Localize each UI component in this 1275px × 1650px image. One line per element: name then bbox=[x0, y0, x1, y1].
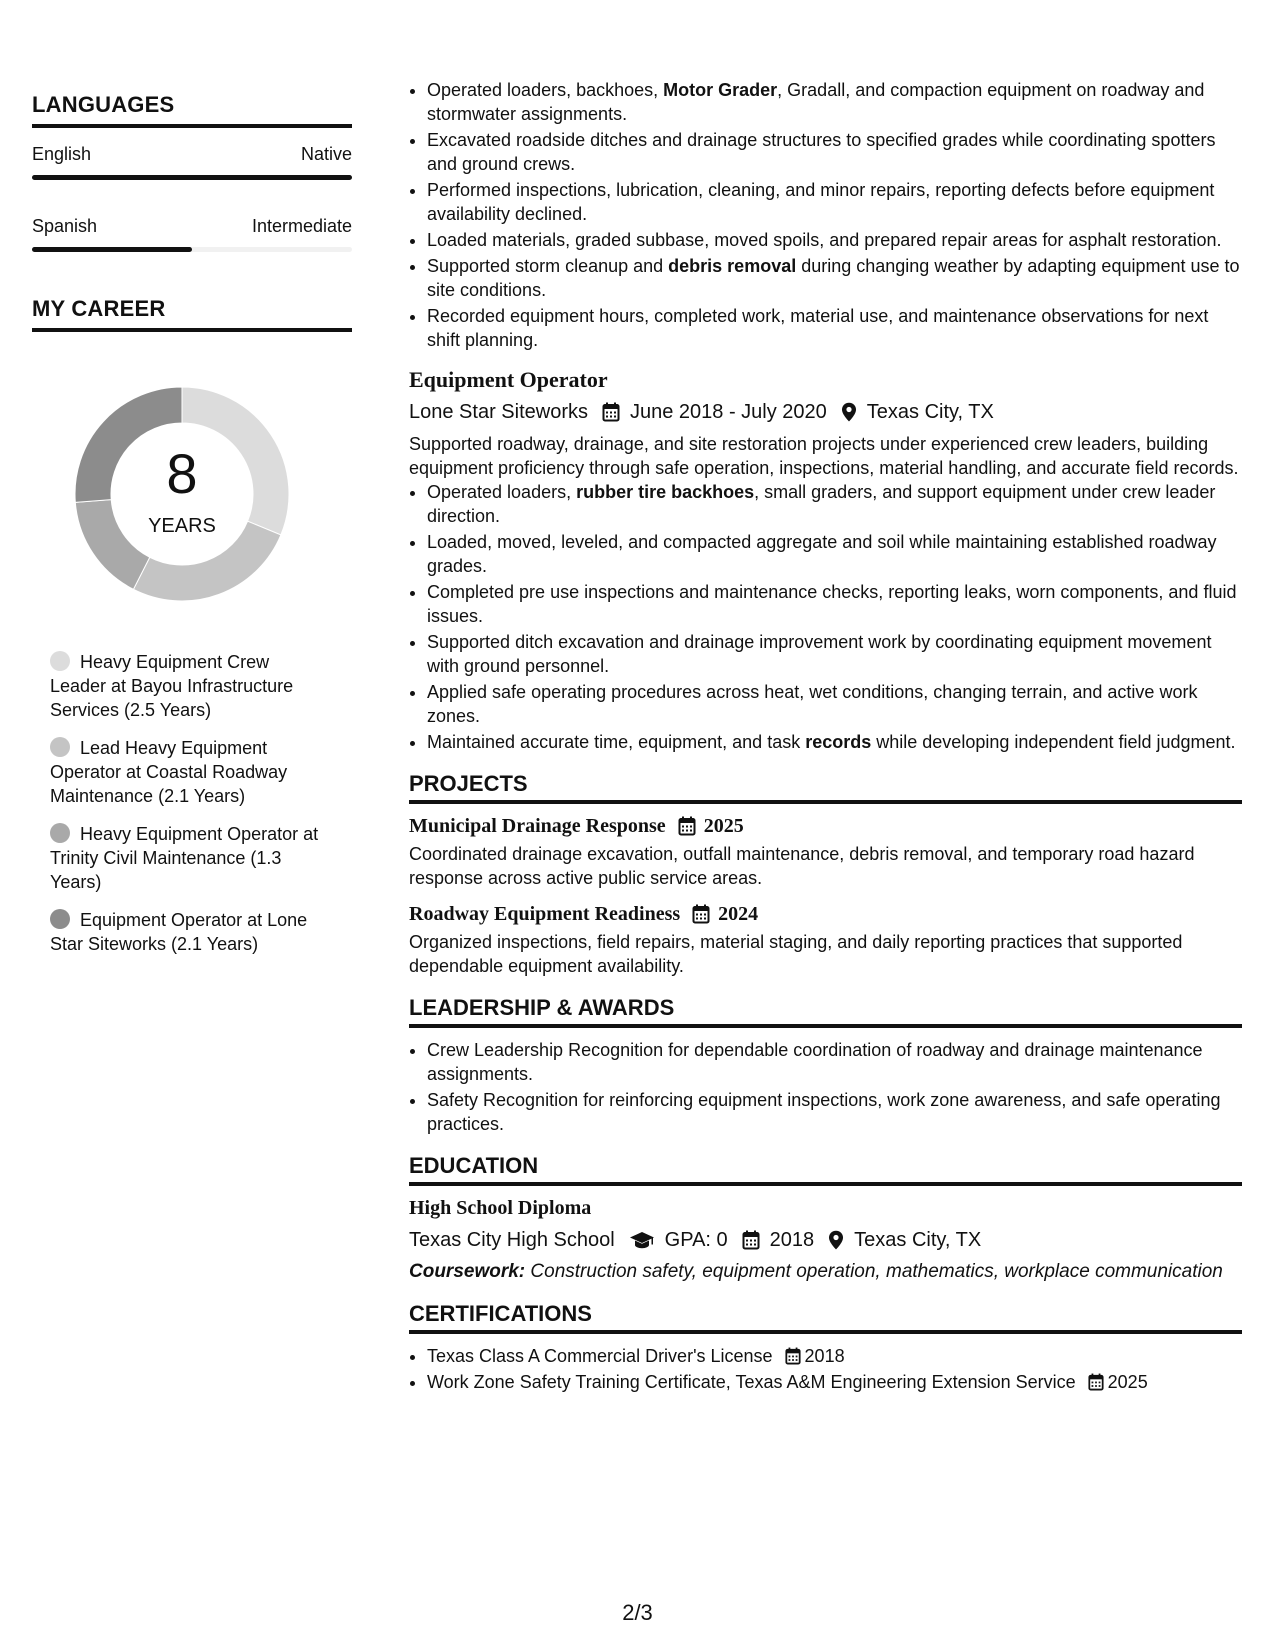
bullet-item bbox=[427, 228, 1242, 252]
education-gpa: GPA: 0 bbox=[664, 1229, 728, 1251]
bullet-text: Recorded equipment hours, completed work, material use, and maintenance observations for next shift planning. bbox=[427, 306, 1209, 350]
bullet-text: , Gradall, and compaction equipment on roadway and stormwater assignments. bbox=[427, 80, 1205, 124]
language-proficiency-fill bbox=[32, 247, 192, 252]
awards-list bbox=[409, 1038, 1242, 1136]
project-item bbox=[409, 814, 1242, 890]
job-meta bbox=[409, 400, 1242, 424]
education-location: Texas City, TX bbox=[854, 1229, 982, 1251]
legend-swatch bbox=[50, 909, 70, 929]
bullet-text: Completed pre use inspections and maintenance checks, reporting leaks, worn components, and fluid issues. bbox=[427, 582, 1237, 626]
certification-item bbox=[427, 1370, 1242, 1394]
calendar-icon bbox=[678, 816, 696, 836]
bullet-text: Loaded, moved, leveled, and compacted aggregate and soil while maintaining established roadway grades. bbox=[427, 532, 1217, 576]
bullet-keyword: Motor Grader bbox=[663, 80, 778, 100]
main-column bbox=[409, 78, 1242, 1396]
bullet-text: Excavated roadside ditches and drainage structures to specified grades while coordinating spotters and ground crews. bbox=[427, 130, 1216, 174]
legend-swatch bbox=[50, 737, 70, 757]
career-legend-item bbox=[50, 908, 330, 956]
legend-label: Heavy Equipment Crew Leader at Bayou Infrastructure Services (2.5 Years) bbox=[50, 652, 294, 720]
certification-item bbox=[427, 1344, 1242, 1368]
language-proficiency-bar bbox=[32, 175, 352, 180]
career-heading: MY CAREER bbox=[32, 296, 352, 332]
award-item: • Safety Recognition for reinforcing equipment inspections, work zone awareness, and safe operating practices. bbox=[427, 1088, 1242, 1136]
bullet-item bbox=[427, 254, 1242, 302]
certification-name: • Texas Class A Commercial Driver's License bbox=[427, 1346, 773, 1366]
calendar-icon bbox=[742, 1230, 760, 1250]
coursework-text: Construction safety, equipment operation, mathematics, workplace communication bbox=[525, 1261, 1223, 1282]
language-level: Native bbox=[300, 144, 352, 164]
job-dates: June 2018 - July 2020 bbox=[629, 401, 827, 423]
bullet-text: Loaded materials, graded subbase, moved spoils, and prepared repair areas for asphalt restoration. bbox=[427, 230, 1222, 250]
bullet-item bbox=[427, 530, 1242, 578]
language-proficiency-fill bbox=[32, 175, 352, 180]
legend-swatch bbox=[50, 823, 70, 843]
language-proficiency-bar bbox=[32, 247, 352, 252]
bullet-text: Operated loaders, backhoes, bbox=[427, 80, 664, 100]
certification-year: 2025 bbox=[1107, 1372, 1148, 1392]
bullet-text: Supported ditch excavation and drainage improvement work by coordinating equipment movement with ground personnel. bbox=[427, 632, 1212, 676]
sidebar bbox=[32, 92, 352, 970]
bullet-item bbox=[427, 730, 1242, 754]
bullet-text: Supported storm cleanup and bbox=[427, 256, 669, 276]
certification-year: 2018 bbox=[804, 1346, 845, 1366]
bullet-text: Applied safe operating procedures across heat, wet conditions, changing terrain, and active work zones. bbox=[427, 682, 1198, 726]
project-description: Organized inspections, field repairs, material staging, and daily reporting practices that supported dependable equipment availability. bbox=[409, 932, 1183, 976]
previous-job-bullets bbox=[409, 78, 1242, 352]
education-degree: High School Diploma bbox=[409, 1197, 592, 1219]
language-name: English bbox=[32, 144, 92, 164]
project-year: 2024 bbox=[718, 903, 759, 925]
language-level: Intermediate bbox=[251, 216, 352, 236]
certifications-list bbox=[409, 1344, 1242, 1394]
awards-heading: LEADERSHIP & AWARDS bbox=[409, 996, 1242, 1028]
certifications-heading: CERTIFICATIONS bbox=[409, 1302, 1242, 1334]
job-summary: Supported roadway, drainage, and site restoration projects under experienced crew leaders, building equipment proficiency through safe operation, inspections, material handling, and accurate field records. bbox=[409, 434, 1239, 478]
education-year: 2018 bbox=[769, 1229, 815, 1251]
map-pin-icon bbox=[841, 402, 857, 422]
job-bullets bbox=[409, 480, 1242, 754]
legend-label: Heavy Equipment Operator at Trinity Civil Maintenance (1.3 Years) bbox=[50, 824, 319, 892]
career-legend-item bbox=[50, 650, 330, 722]
bullet-keyword: rubber tire backhoes bbox=[576, 482, 755, 502]
bullet-item bbox=[427, 580, 1242, 628]
education-meta bbox=[409, 1228, 1242, 1252]
career-total-label: YEARS bbox=[148, 515, 216, 537]
education-school: Texas City High School bbox=[409, 1229, 615, 1251]
map-pin-icon bbox=[828, 1230, 844, 1250]
legend-swatch bbox=[50, 651, 70, 671]
projects-heading: PROJECTS bbox=[409, 772, 1242, 804]
donut-segment bbox=[75, 500, 149, 590]
calendar-icon bbox=[785, 1347, 801, 1365]
legend-label: Lead Heavy Equipment Operator at Coastal Roadway Maintenance (2.1 Years) bbox=[50, 738, 288, 806]
calendar-icon bbox=[602, 402, 620, 422]
career-legend bbox=[50, 650, 330, 956]
job-title: Equipment Operator bbox=[409, 367, 608, 392]
project-description: Coordinated drainage excavation, outfall maintenance, debris removal, and temporary road hazard response across active public service areas. bbox=[409, 844, 1195, 888]
education-coursework bbox=[409, 1260, 1242, 1284]
project-year: 2025 bbox=[703, 815, 744, 837]
career-donut-chart bbox=[62, 374, 302, 614]
languages-list bbox=[32, 144, 352, 252]
languages-heading: LANGUAGES bbox=[32, 92, 352, 128]
bullet-text: while developing independent field judgment. bbox=[871, 732, 1236, 752]
project-item bbox=[409, 902, 1242, 978]
bullet-text: during changing weather by adapting equipment use to site conditions. bbox=[427, 256, 1240, 300]
bullet-keyword: debris removal bbox=[668, 256, 797, 276]
coursework-label: Coursework: bbox=[409, 1261, 526, 1282]
calendar-icon bbox=[692, 904, 710, 924]
bullet-text: , small graders, and support equipment under crew leader direction. bbox=[427, 482, 1216, 526]
calendar-icon bbox=[1088, 1373, 1104, 1391]
bullet-item bbox=[427, 304, 1242, 352]
career-legend-item bbox=[50, 736, 330, 808]
graduation-cap-icon bbox=[629, 1231, 655, 1249]
job-location: Texas City, TX bbox=[866, 401, 994, 423]
bullet-item bbox=[427, 128, 1242, 176]
page-number: 2/3 bbox=[622, 1600, 653, 1625]
bullet-item bbox=[427, 480, 1242, 528]
bullet-item bbox=[427, 178, 1242, 226]
bullet-text: Performed inspections, lubrication, cleaning, and minor repairs, reporting defects before equipment availability declined. bbox=[427, 180, 1215, 224]
bullet-item bbox=[427, 680, 1242, 728]
award-item: • Crew Leadership Recognition for dependable coordination of roadway and drainage maintenance assignments. bbox=[427, 1038, 1242, 1086]
language-item bbox=[32, 216, 352, 252]
bullet-item bbox=[427, 78, 1242, 126]
career-legend-item bbox=[50, 822, 330, 894]
legend-label: Equipment Operator at Lone Star Siteworks (2.1 Years) bbox=[50, 910, 308, 954]
job-company: Lone Star Siteworks bbox=[409, 401, 588, 423]
bullet-keyword: records bbox=[805, 732, 872, 752]
career-total-years: 8 bbox=[166, 442, 198, 505]
bullet-text: Maintained accurate time, equipment, and task bbox=[427, 732, 806, 752]
project-title: Roadway Equipment Readiness bbox=[409, 903, 681, 925]
project-title: Municipal Drainage Response bbox=[409, 815, 666, 837]
bullet-item bbox=[427, 630, 1242, 678]
education-heading: EDUCATION bbox=[409, 1154, 1242, 1186]
certification-name: • Work Zone Safety Training Certificate, Texas A&M Engineering Extension Service bbox=[427, 1372, 1076, 1392]
language-name: Spanish bbox=[32, 216, 98, 236]
language-item bbox=[32, 144, 352, 180]
bullet-text: Operated loaders, bbox=[427, 482, 577, 502]
